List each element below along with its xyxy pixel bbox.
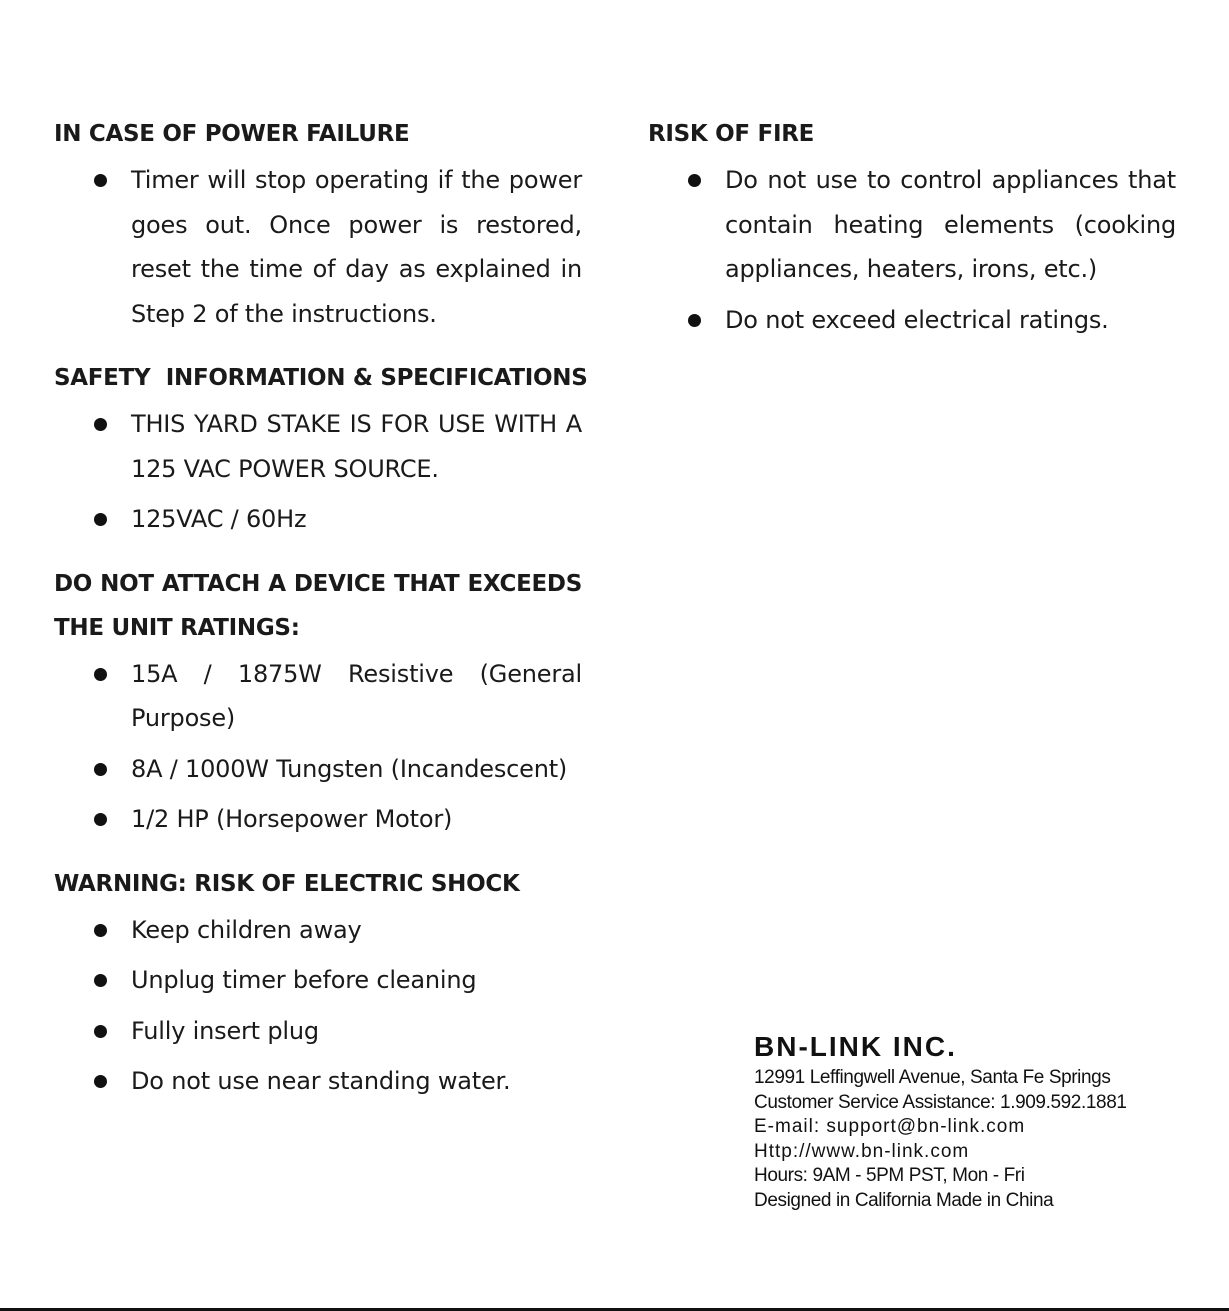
fire-heading: RISK OF FIRE — [648, 121, 815, 147]
list-item — [54, 402, 582, 491]
list-item-text: Fully insert plug — [131, 1016, 319, 1045]
list-item-text: Unplug timer before cleaning — [131, 966, 477, 994]
company-website: Http://www.bn-link.com — [754, 1140, 970, 1162]
list-item-text: Timer will stop operating if the power goes out. Once power is restored, reset the time of day as explained in Step 2 of the instructions. — [131, 166, 582, 328]
bullet-icon — [94, 813, 107, 826]
list-item — [54, 797, 582, 842]
list-item-text: 1/2 HP (Horsepower Motor) — [131, 805, 453, 833]
bullet-icon — [94, 418, 107, 431]
shock-heading: WARNING: RISK OF ELECTRIC SHOCK — [54, 870, 520, 897]
bullet-icon — [94, 924, 107, 937]
list-item-text: 125VAC / 60Hz — [131, 505, 307, 533]
list-item — [54, 158, 582, 336]
list-item-text: 8A / 1000W Tungsten (Incandescent) — [131, 754, 568, 783]
safety-list — [54, 402, 582, 542]
list-item — [54, 1009, 582, 1054]
fire-list — [648, 158, 1176, 342]
bullet-icon — [94, 1075, 107, 1088]
list-item-text: Do not exceed electrical ratings. — [725, 305, 1109, 334]
list-item-text: Keep children away — [131, 915, 362, 944]
ratings-heading: DO NOT ATTACH A DEVICE THAT EXCEEDS THE UNIT RATINGS: — [54, 570, 582, 641]
company-phone: Customer Service Assistance: 1.909.592.1881 — [754, 1091, 1127, 1113]
company-name: BN-LINK INC. — [754, 1031, 957, 1062]
shock-list — [54, 908, 582, 1104]
list-item — [54, 958, 582, 1003]
power-failure-heading: IN CASE OF POWER FAILURE — [54, 121, 410, 147]
ratings-section — [54, 562, 582, 842]
company-hours: Hours: 9AM - 5PM PST, Mon - Fri — [754, 1165, 1025, 1187]
bullet-icon — [94, 1025, 107, 1038]
list-item — [54, 652, 582, 741]
bullet-icon — [94, 668, 107, 681]
safety-section — [54, 356, 588, 542]
power-failure-section — [54, 112, 582, 336]
bullet-icon — [94, 513, 107, 526]
shock-section — [54, 862, 582, 1104]
fire-section — [648, 112, 1176, 342]
list-item — [54, 747, 582, 792]
list-item — [54, 908, 582, 953]
bullet-icon — [94, 763, 107, 776]
power-failure-list — [54, 158, 582, 336]
list-item-text: THIS YARD STAKE IS FOR USE WITH A 125 VAC POWER SOURCE. — [131, 410, 582, 483]
ratings-list — [54, 652, 582, 842]
company-info — [754, 1030, 1174, 1214]
list-item-text: 15A / 1875W Resistive (General Purpose) — [131, 659, 582, 732]
company-origin: Designed in California Made in China — [754, 1189, 1054, 1211]
list-item — [54, 1059, 582, 1104]
left-column — [54, 112, 588, 1124]
right-column — [648, 112, 1176, 362]
bullet-icon — [94, 174, 107, 187]
safety-heading: SAFETY INFORMATION & SPECIFICATIONS — [54, 365, 588, 391]
list-item — [648, 298, 1176, 343]
bullet-icon — [94, 974, 107, 987]
bullet-icon — [688, 174, 701, 187]
list-item — [54, 497, 582, 542]
list-item — [648, 158, 1176, 292]
company-email: E-mail: support@bn-link.com — [754, 1116, 1026, 1138]
company-address: 12991 Leffingwell Avenue, Santa Fe Springs — [754, 1067, 1111, 1088]
list-item-text: Do not use near standing water. — [131, 1067, 511, 1095]
bullet-icon — [688, 314, 701, 327]
list-item-text: Do not use to control appliances that contain heating elements (cooking appliances, heaters, irons, etc.) — [725, 166, 1176, 283]
